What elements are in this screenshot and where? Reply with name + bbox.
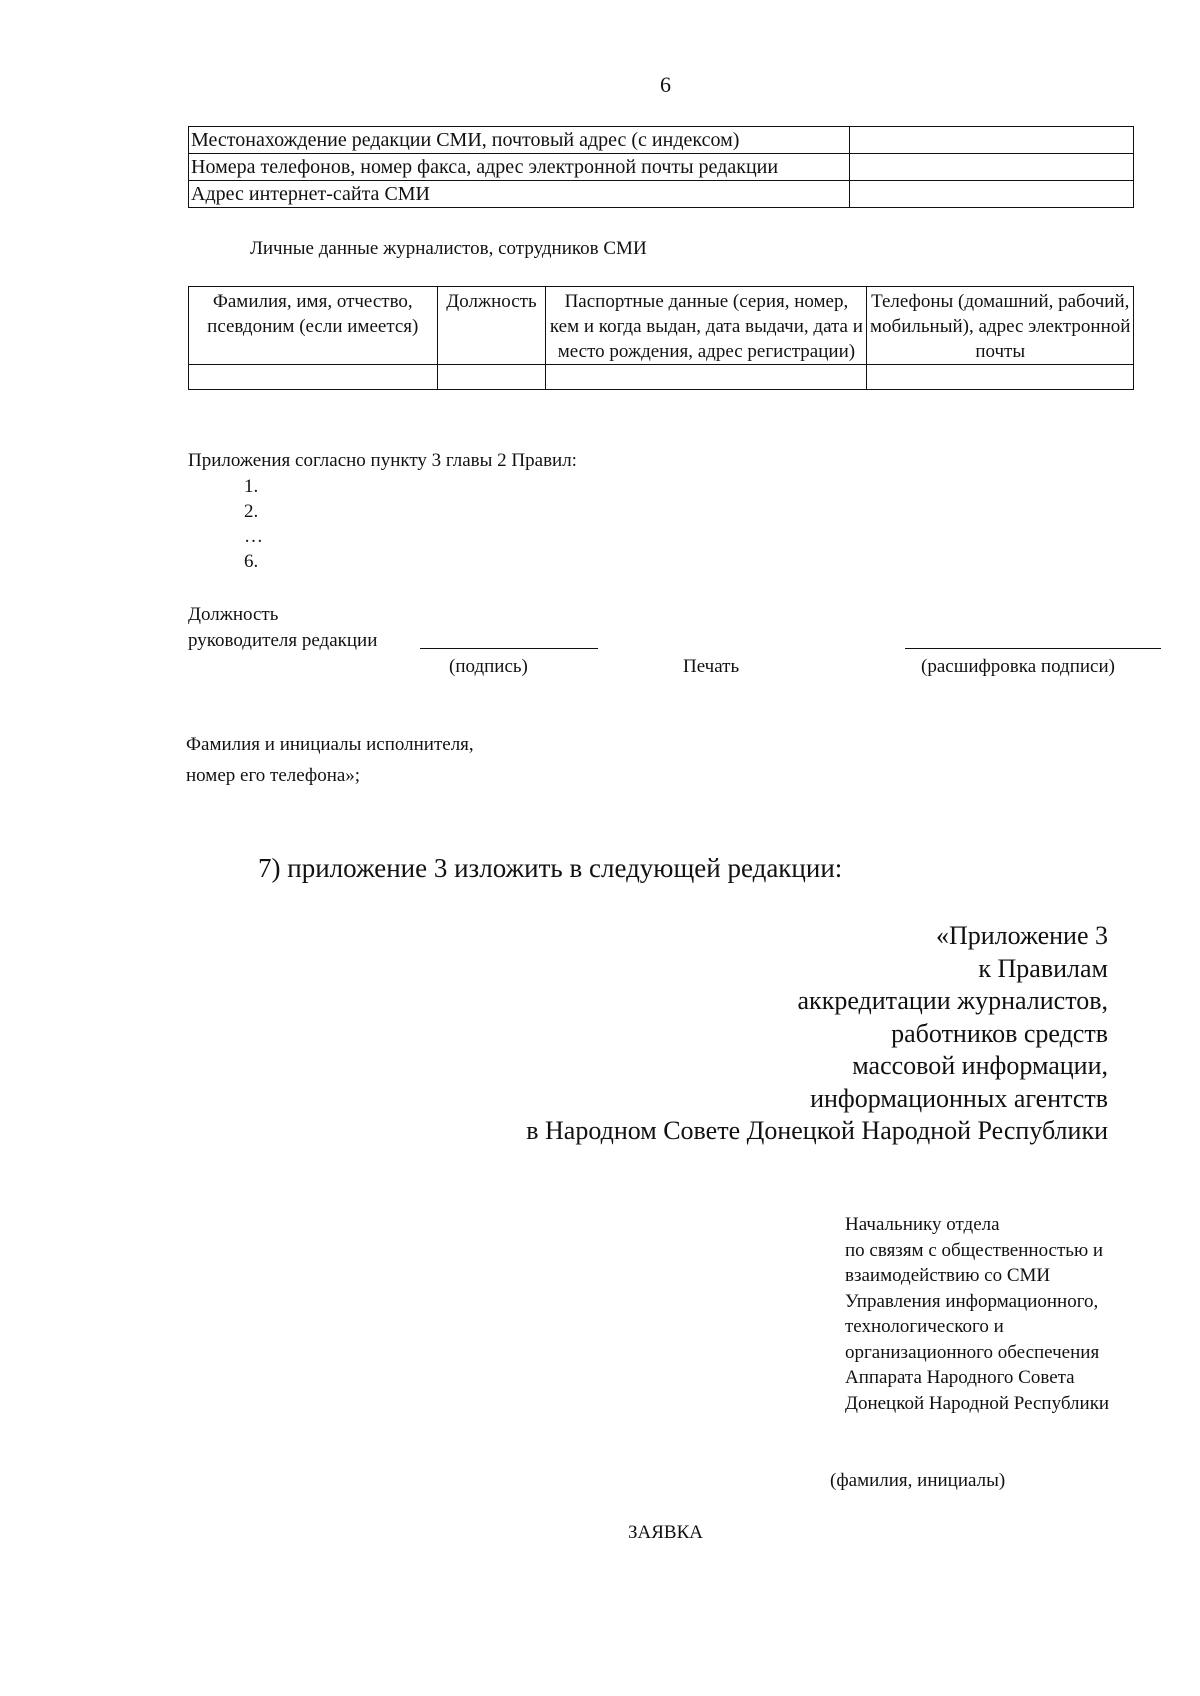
item-7-heading: 7) приложение 3 изложить в следующей редакции: — [258, 853, 843, 883]
table-row — [189, 127, 1134, 154]
appendix-line: работников средств — [891, 1018, 1108, 1048]
personal-data-heading: Личные данные журналистов, сотрудников СМИ — [250, 238, 647, 259]
table-cell — [546, 365, 867, 390]
appendix-line: в Народном Совете Донецкой Народной Республики — [526, 1116, 1108, 1145]
stamp-label: Печать — [683, 656, 740, 677]
table-cell — [189, 365, 438, 390]
addressee-line: Начальнику отдела — [845, 1214, 1000, 1235]
table-row — [189, 181, 1134, 208]
column-header-position: Должность — [437, 287, 546, 365]
column-header-phones: Телефоны (домашний, рабочий, мобильный), адрес электронной почты — [867, 287, 1134, 365]
list-item: 1. — [244, 476, 259, 497]
appendix-line: информационных агентств — [810, 1083, 1108, 1113]
signature-caption: (подпись) — [449, 656, 528, 677]
signature-decode-caption: (расшифровка подписи) — [921, 656, 1115, 677]
media-contacts-table — [188, 126, 1134, 208]
addressee-line: Аппарата Народного Совета — [845, 1367, 1075, 1388]
signature-line — [420, 628, 598, 649]
table-row — [189, 365, 1134, 390]
column-header-name: Фамилия, имя, отчество, псевдоним (если имеется) — [189, 287, 438, 365]
table-cell — [437, 365, 546, 390]
table-cell-label: Местонахождение редакции СМИ, почтовый адрес (с индексом) — [189, 127, 850, 154]
position-label-line2: руководителя редакции — [188, 630, 378, 651]
list-item: 2. — [244, 501, 259, 522]
table-cell — [867, 365, 1134, 390]
signature-decode-line — [905, 628, 1161, 649]
table-header-row — [189, 287, 1134, 365]
addressee-line: технологического и — [845, 1316, 1004, 1337]
name-caption: (фамилия, инициалы) — [830, 1470, 1006, 1491]
appendix-line: аккредитации журналистов, — [797, 986, 1108, 1015]
appendices-title: Приложения согласно пункту 3 главы 2 Правил: — [188, 450, 577, 471]
executor-line1: Фамилия и инициалы исполнителя, — [186, 734, 474, 755]
table-cell-label: Номера телефонов, номер факса, адрес электронной почты редакции — [189, 154, 850, 181]
page-number: 6 — [660, 72, 671, 97]
table-cell-value — [850, 181, 1134, 208]
addressee-line: Управления информационного, — [845, 1290, 1099, 1312]
addressee-block — [845, 1212, 1109, 1416]
table-cell-label: Адрес интернет-сайта СМИ — [189, 181, 850, 208]
addressee-line: взаимодействию со СМИ — [845, 1265, 1051, 1286]
list-item: … — [244, 526, 263, 547]
addressee-line: Донецкой Народной Республики — [845, 1392, 1110, 1414]
position-label-line1: Должность — [188, 604, 279, 625]
column-header-passport: Паспортные данные (серия, номер, кем и когда выдан, дата выдачи, дата и место рождения, адрес регистрации) — [546, 287, 867, 365]
appendix-3-header — [526, 920, 1108, 1148]
table-cell-value — [850, 154, 1134, 181]
personal-data-table — [188, 286, 1134, 390]
executor-line2: номер его телефона»; — [186, 765, 361, 786]
request-title: ЗАЯВКА — [628, 1522, 703, 1543]
appendices-list — [244, 474, 263, 574]
addressee-line: по связям с общественностью и — [845, 1239, 1104, 1261]
addressee-line: организационного обеспечения — [845, 1341, 1100, 1363]
appendix-line: массовой информации, — [852, 1051, 1108, 1080]
table-cell-value — [850, 127, 1134, 154]
table-row — [189, 154, 1134, 181]
appendix-line: «Приложение 3 — [935, 921, 1108, 950]
appendix-line: к Правилам — [978, 953, 1108, 983]
list-item: 6. — [244, 551, 259, 572]
